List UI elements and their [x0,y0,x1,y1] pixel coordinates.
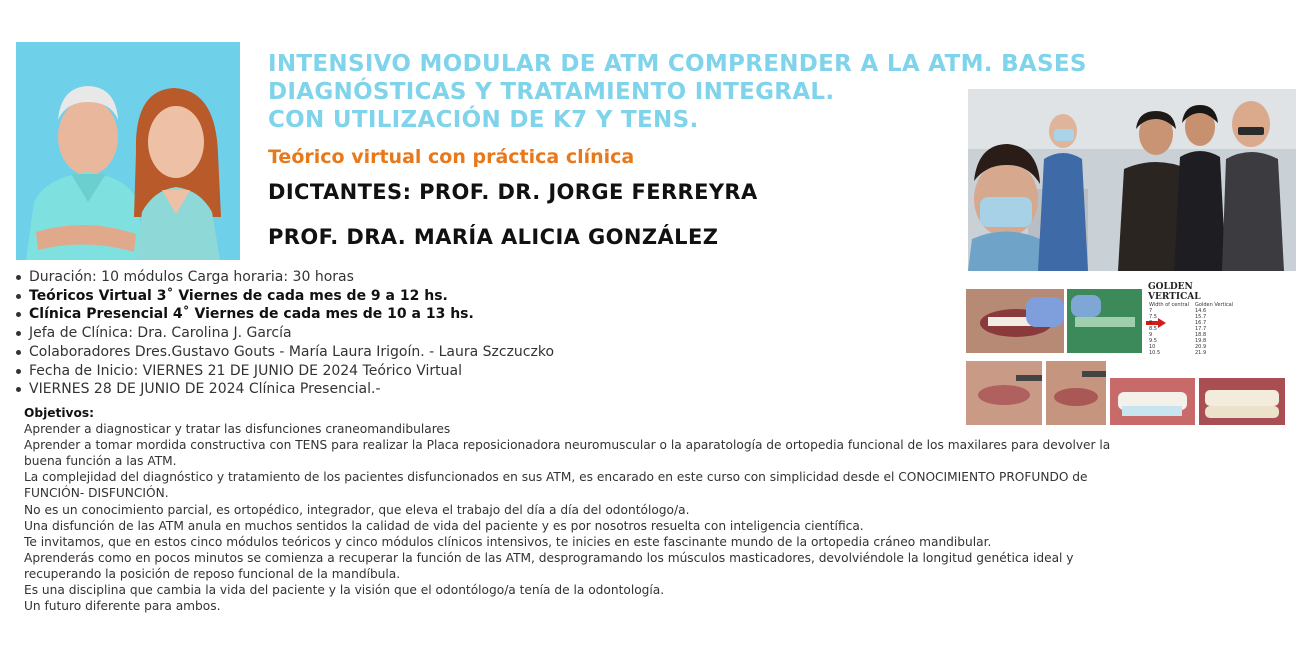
detail-clinic-head: Jefa de Clínica: Dra. Carolina J. García [14,324,554,343]
course-title-line-1: INTENSIVO MODULAR DE ATM COMPRENDER A LA ATM. BASES [268,51,1087,77]
objectives-line: Un futuro diferente para ambos. [24,599,221,614]
course-title-line-2: DIAGNÓSTICAS Y TRATAMIENTO INTEGRAL. [268,79,835,105]
objectives-line: FUNCIÓN- DISFUNCIÓN. [24,486,169,501]
objectives-line: Te invitamos, que en estos cinco módulos teóricos y cinco módulos clínicos intensivos, te inicies en este fascinante mundo de la ortopedia cráneo mandibular. [24,534,992,549]
golden-cell-width: 7.5 [1149,314,1157,320]
detail-clinical-practice: Clínica Presencial 4˚ Viernes de cada mes de 10 a 13 hs. [14,305,554,324]
objectives-heading: Objetivos: [24,406,94,420]
detail-clinical-start-date: VIERNES 28 DE JUNIO DE 2024 Clínica Presencial.- [14,380,554,399]
golden-cell-width: 9 [1149,332,1153,338]
golden-cell-width: 8 [1149,320,1153,326]
golden-cell-vertical: 15.7 [1195,314,1207,320]
team-photo [968,89,1296,271]
golden-cell-width: 10 [1149,344,1156,350]
objectives-line: La complejidad del diagnóstico y tratamiento de los pacientes disfuncionados en sus ATM, es encarado en este curso con simplicidad desde el CONOCIMIENTO PROFUNDO de [24,470,1088,485]
golden-cell-width: 9.5 [1149,338,1157,344]
course-subtitle: Teórico virtual con práctica clínica [268,146,635,168]
golden-header-width: Width of central [1149,302,1189,308]
golden-cell-vertical: 17.7 [1195,326,1207,332]
objectives-line: No es un conocimiento parcial, es ortopédico, integrador, que eleva el trabajo del día a día del odontólogo/a. [24,502,690,517]
objectives-line: recuperando la posición de reposo funcional de la mandíbula. [24,566,401,581]
speaker-2: PROF. DRA. MARÍA ALICIA GONZÁLEZ [268,225,719,249]
golden-cell-vertical: 19.8 [1195,338,1207,344]
golden-cell-vertical: 14.6 [1195,308,1207,314]
instructors-photo [16,42,240,260]
course-title-line-3: CON UTILIZACIÓN DE K7 Y TENS. [268,107,699,133]
detail-collaborators: Colaboradores Dres.Gustavo Gouts - María Laura Irigoín. - Laura Szczuczko [14,343,554,362]
course-details-list [14,268,554,399]
objectives-line: Aprenderás como en pocos minutos se comienza a recuperar la función de las ATM, desprogramando los músculos masticadores, devolviéndole la longitud genética ideal y [24,550,1074,565]
golden-vertical-table [1146,282,1246,356]
golden-cell-vertical: 21.9 [1195,350,1207,356]
objectives-line: Una disfunción de las ATM anula en muchos sentidos la calidad de vida del paciente y es por nosotros resuelta con inteligencia científica. [24,518,864,533]
clinical-photo-ruler [1067,289,1142,353]
golden-header-vertical: Golden Vertical [1195,302,1234,308]
golden-cell-width: 10.5 [1149,350,1161,356]
golden-cell-width: 8.5 [1149,326,1157,332]
golden-cell-vertical: 18.8 [1195,332,1207,338]
objectives-line: Aprender a tomar mordida constructiva con TENS para realizar la Placa reposicionadora neuromuscular o la aparatología de ortopedia funcional de los maxilares para devolver la [24,438,1111,453]
detail-start-date: Fecha de Inicio: VIERNES 21 DE JUNIO DE 2024 Teórico Virtual [14,362,554,381]
golden-vertical-title: GOLDEN VERTICAL [1148,282,1201,302]
speaker-1: DICTANTES: PROF. DR. JORGE FERREYRA [268,180,758,204]
objectives-line: buena función a las ATM. [24,454,177,469]
detail-duration: Duración: 10 módulos Carga horaria: 30 horas [14,268,554,287]
clinical-photo-mouth-measure [966,289,1064,353]
golden-row [1149,350,1239,356]
golden-cell-vertical: 20.9 [1195,344,1207,350]
objectives-section [24,405,1224,614]
detail-virtual-theory: Teóricos Virtual 3˚ Viernes de cada mes de 9 a 12 hs. [14,287,554,306]
golden-cell-width: 7 [1149,308,1153,314]
golden-vertical-data [1149,302,1239,356]
golden-cell-vertical: 16.7 [1195,320,1207,326]
objectives-line: Es una disciplina que cambia la vida del paciente y la visión que el odontólogo/a tenía de la odontología. [24,583,665,598]
objectives-line: Aprender a diagnosticar y tratar las disfunciones craneomandibulares [24,422,451,437]
